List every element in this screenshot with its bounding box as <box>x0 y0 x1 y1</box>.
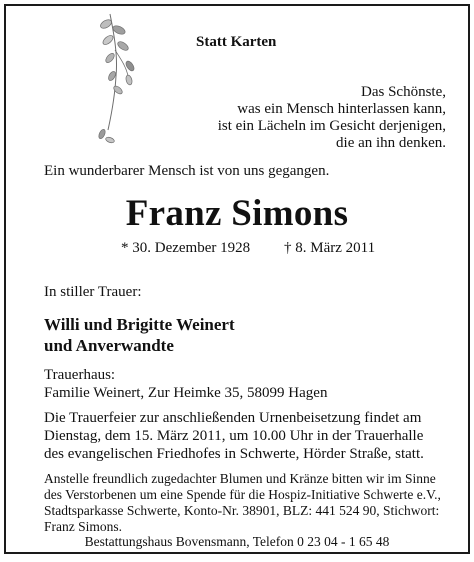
trauerhaus-block <box>44 366 327 402</box>
deceased-name: Franz Simons <box>125 193 349 234</box>
trauerhaus-label: Trauerhaus: <box>44 367 116 383</box>
ceremony-line: des evangelischen Friedhofes in Schwerte, Hörder Straße, statt. <box>44 446 424 462</box>
birth-date: * 30. Dezember 1928 <box>121 240 251 256</box>
intro-text: Ein wunderbarer Mensch ist von uns gegangen. <box>44 163 330 179</box>
death-date: † 8. März 2011 <box>284 240 376 256</box>
poem-line: ist ein Lächeln im Gesicht derjenigen, <box>217 118 446 134</box>
mourners-heading: In stiller Trauer: <box>44 284 142 300</box>
funeral-home-line: Bestattungshaus Bovensmann, Telefon 0 23 04 - 1 65 48 <box>84 534 390 549</box>
mourners-names <box>44 314 235 356</box>
ceremony-line: Dienstag, dem 15. März 2011, um 10.00 Uhr in der Trauerhalle <box>44 428 424 444</box>
donation-line: Anstelle freundlich zugedachter Blumen und Kränze bitten wir im Sinne <box>44 471 436 486</box>
poem <box>218 84 446 152</box>
poem-line: was ein Mensch hinterlassen kann, <box>237 101 446 117</box>
donation-line: Stadtsparkasse Schwerte, Konto-Nr. 38901, BLZ: 441 524 90, Stichwort: <box>44 503 440 518</box>
statt-karten-heading: Statt Karten <box>196 34 277 50</box>
obituary-notice <box>4 4 470 554</box>
donation-line: des Verstorbenen um eine Spende für die Hospiz-Initiative Schwerte e.V., <box>44 487 441 502</box>
donation-line: Franz Simons. <box>44 519 123 534</box>
poem-line: die an ihn denken. <box>336 135 446 151</box>
birch-branch-icon <box>88 10 146 150</box>
mourners-line: und Anverwandte <box>44 336 174 355</box>
donation-paragraph <box>44 471 441 535</box>
mourners-line: Willi und Brigitte Weinert <box>44 315 235 334</box>
trauerhaus-address: Familie Weinert, Zur Heimke 35, 58099 Hagen <box>44 385 328 401</box>
ceremony-line: Die Trauerfeier zur anschließenden Urnenbeisetzung findet am <box>44 410 422 426</box>
poem-line: Das Schönste, <box>361 84 446 100</box>
ceremony-paragraph <box>44 409 424 463</box>
